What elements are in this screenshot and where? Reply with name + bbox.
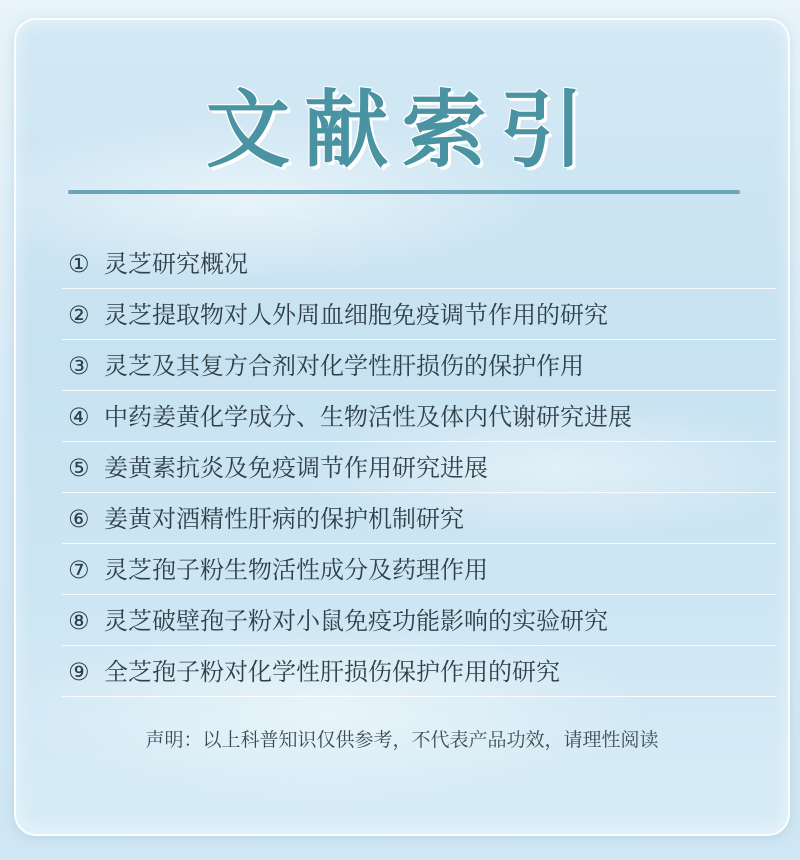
reference-item (68, 344, 758, 395)
reference-item (68, 497, 758, 548)
reference-title: 中药姜黄化学成分、生物活性及体内代谢研究进展 (104, 403, 632, 431)
disclaimer-statement: 声明：以上科普知识仅供参考，不代表产品功效，请理性阅读 (145, 729, 659, 751)
reference-item (68, 395, 758, 446)
reference-item (68, 599, 758, 650)
reference-number: ⑥ (68, 505, 90, 533)
reference-number: ① (68, 250, 90, 278)
reference-number: ⑦ (68, 556, 90, 584)
reference-title: 灵芝及其复方合剂对化学性肝损伤的保护作用 (104, 352, 584, 380)
reference-item (68, 293, 758, 344)
reference-title: 姜黄对酒精性肝病的保护机制研究 (104, 505, 464, 533)
page-title: 文献索引 (205, 81, 598, 179)
reference-title: 灵芝孢子粉生物活性成分及药理作用 (104, 556, 488, 584)
reference-number: ④ (68, 403, 90, 431)
reference-title: 灵芝破壁孢子粉对小鼠免疫功能影响的实验研究 (104, 607, 608, 635)
reference-item (68, 446, 758, 497)
title-divider (68, 190, 740, 194)
reference-number: ③ (68, 352, 90, 380)
reference-number: ⑨ (68, 658, 90, 686)
reference-list (68, 242, 758, 701)
reference-title: 灵芝研究概况 (104, 250, 248, 278)
reference-item (68, 650, 758, 701)
reference-item (68, 242, 758, 293)
reference-number: ② (68, 301, 90, 329)
reference-title: 姜黄素抗炎及免疫调节作用研究进展 (104, 454, 488, 482)
reference-title: 全芝孢子粉对化学性肝损伤保护作用的研究 (104, 658, 560, 686)
reference-title: 灵芝提取物对人外周血细胞免疫调节作用的研究 (104, 301, 608, 329)
reference-number: ⑤ (68, 454, 90, 482)
reference-item (68, 548, 758, 599)
reference-number: ⑧ (68, 607, 90, 635)
reference-card (14, 18, 790, 836)
